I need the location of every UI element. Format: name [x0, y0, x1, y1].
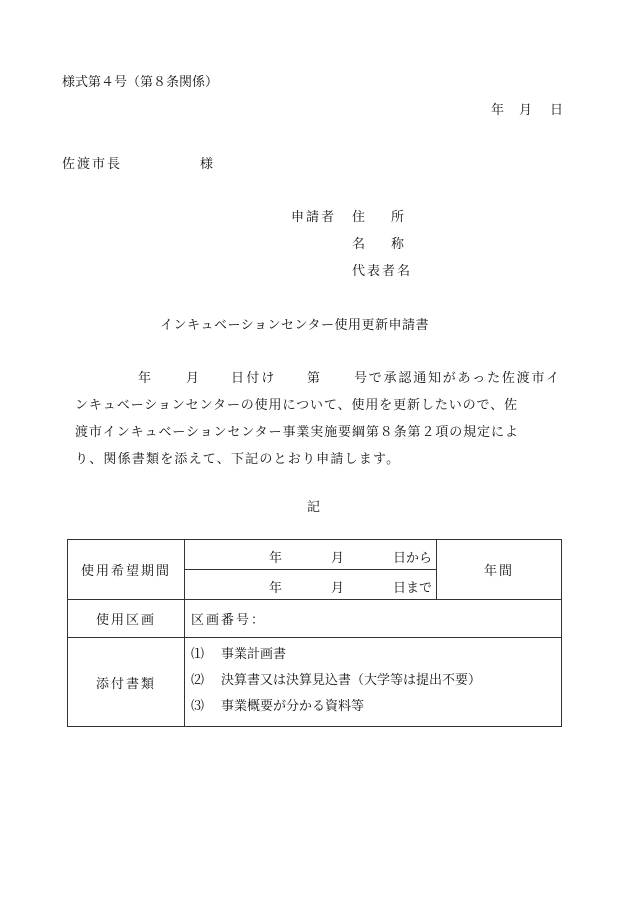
from-day: 日から	[393, 551, 433, 566]
body-no: 第	[307, 371, 323, 386]
date-year: 年	[491, 103, 505, 118]
attachment-number: ⑵	[191, 673, 205, 688]
form-number: 様式第４号（第８条関係）	[62, 75, 219, 90]
body-line-4: り、関係書類を添えて、下記のとおり申請します。	[75, 452, 401, 467]
addressee-name: 佐渡市長	[62, 157, 123, 172]
ki-heading: 記	[307, 500, 321, 515]
years-label: 年間	[437, 540, 562, 600]
applicant-address-label: 住 所	[352, 210, 405, 225]
period-label: 使用希望期間	[68, 540, 185, 600]
attachment-item	[185, 668, 561, 694]
attachment-item	[185, 642, 561, 668]
period-from	[185, 540, 437, 570]
section-label: 使用区画	[68, 600, 185, 638]
from-month: 月	[331, 551, 345, 566]
period-to	[185, 570, 437, 600]
body-line-2: ンキュベーションセンターの使用について、使用を更新したいので、佐	[75, 398, 518, 413]
to-day: 日まで	[393, 581, 433, 596]
applicant-representative-label: 代表者名	[352, 264, 413, 279]
attachment-number: ⑶	[191, 699, 205, 714]
date-day: 日	[550, 103, 564, 118]
body-line-3: 渡市インキュベーションセンター事業実施要綱第８条第２項の規定によ	[75, 425, 519, 440]
from-year: 年	[269, 551, 283, 566]
attachment-text: 事業計画書	[221, 647, 287, 662]
to-month: 月	[331, 581, 345, 596]
attachment-item	[185, 694, 561, 720]
attachment-text: 決算書又は決算見込書（大学等は提出不要）	[221, 673, 482, 688]
body-line-1-rest: 号で承認通知があった佐渡市イ	[354, 371, 562, 386]
body-month: 月	[186, 371, 202, 386]
attachments-label: 添付書類	[68, 638, 185, 727]
applicant-label: 申請者	[291, 210, 337, 225]
date-month: 月	[519, 103, 533, 118]
body-day: 日付け	[231, 371, 277, 386]
addressee-honorific: 様	[200, 157, 214, 172]
section-value: 区画番号：	[185, 600, 562, 638]
attachment-text: 事業概要が分かる資料等	[221, 699, 365, 714]
application-table	[67, 539, 562, 727]
applicant-name-label: 名 称	[352, 237, 405, 252]
attachments-list	[185, 638, 562, 727]
body-year: 年	[138, 371, 154, 386]
attachment-number: ⑴	[191, 647, 205, 662]
document-title: インキュベーションセンター使用更新申請書	[160, 318, 429, 333]
to-year: 年	[269, 581, 283, 596]
